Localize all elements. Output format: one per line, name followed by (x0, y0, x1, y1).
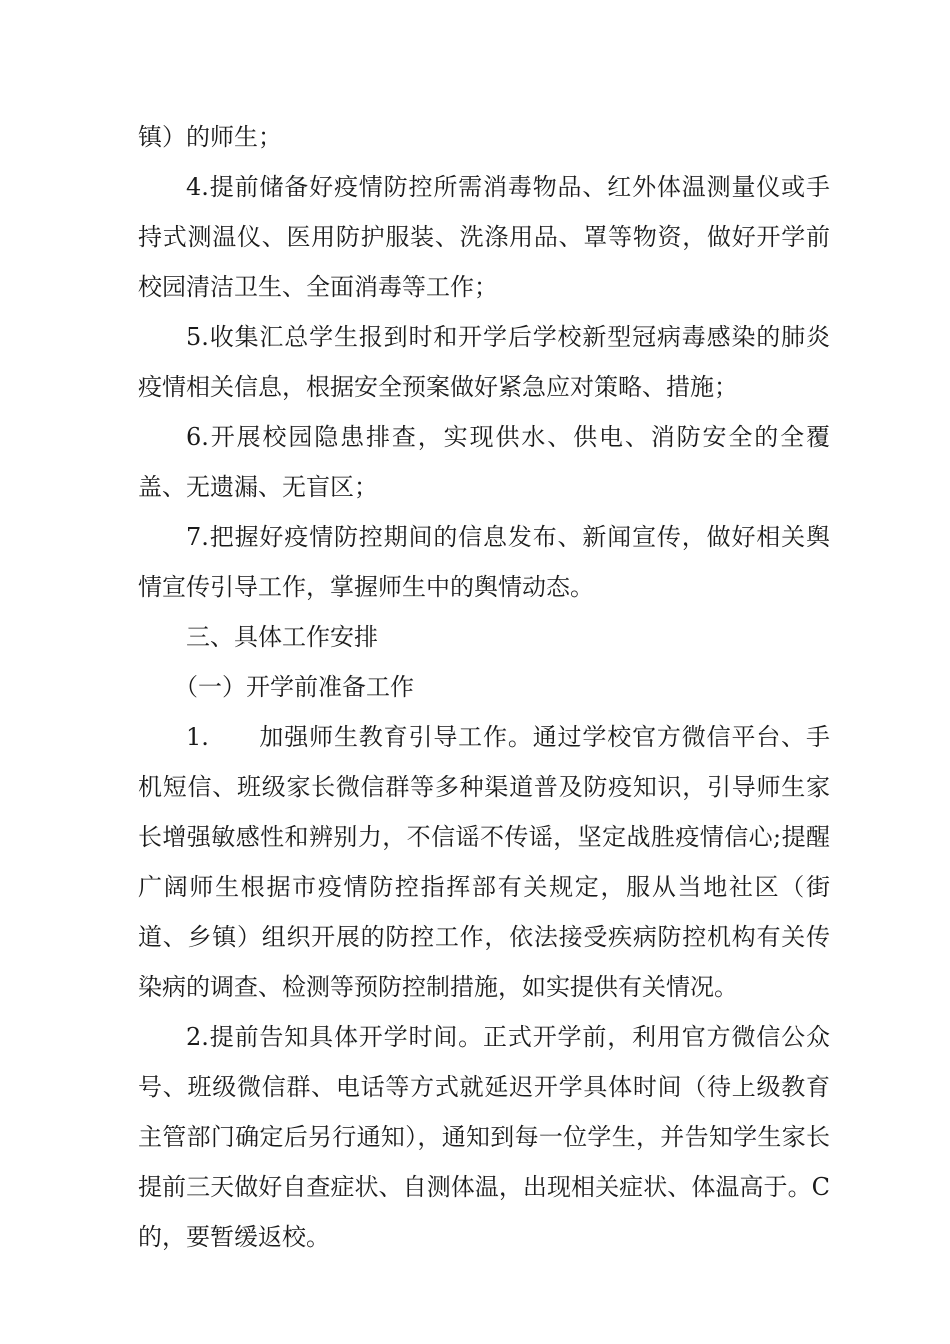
document-body (138, 112, 830, 1262)
section-heading: 三、具体工作安排 (186, 623, 378, 651)
paragraph-item-7: 7.把握好疫情防控期间的信息发布、新闻宣传，做好相关舆情宣传引导工作，掌握师生中的舆情动态。 (138, 523, 830, 601)
paragraph-item-5: 5.收集汇总学生报到时和开学后学校新型冠病毒感染的肺炎疫情相关信息，根据安全预案做好紧急应对策略、措施； (138, 323, 830, 401)
paragraph-step-1: 1. 加强师生教育引导工作。通过学校官方微信平台、手机短信、班级家长微信群等多种渠道普及防疫知识，引导师生家长增强敏感性和辨别力，不信谣不传谣，坚定战胜疫情信心;提醒广阔师生根据市疫情防控指挥部有关规定，服从当地社区（街道、乡镇）组织开展的防控工作，依法接受疾病防控机构有关传染病的调查、检测等预防控制措施，如实提供有关情况。 (138, 723, 830, 1001)
paragraph-item-6: 6.开展校园隐患排查，实现供水、供电、消防安全的全覆盖、无遗漏、无盲区； (138, 423, 830, 501)
paragraph-step-2: 2.提前告知具体开学时间。正式开学前，利用官方微信公众号、班级微信群、电话等方式就延迟开学具体时间（待上级教育主管部门确定后另行通知），通知到每一位学生，并告知学生家长提前三天做好自查症状、自测体温，出现相关症状、体温高于。C的，要暂缓返校。 (138, 1023, 830, 1251)
subsection-heading: （一）开学前准备工作 (174, 673, 414, 701)
paragraph-continuation: 镇）的师生； (138, 123, 282, 151)
paragraph-item-4: 4.提前储备好疫情防控所需消毒物品、红外体温测量仪或手持式测温仪、医用防护服装、洗涤用品、罩等物资，做好开学前校园清洁卫生、全面消毒等工作； (138, 173, 830, 301)
